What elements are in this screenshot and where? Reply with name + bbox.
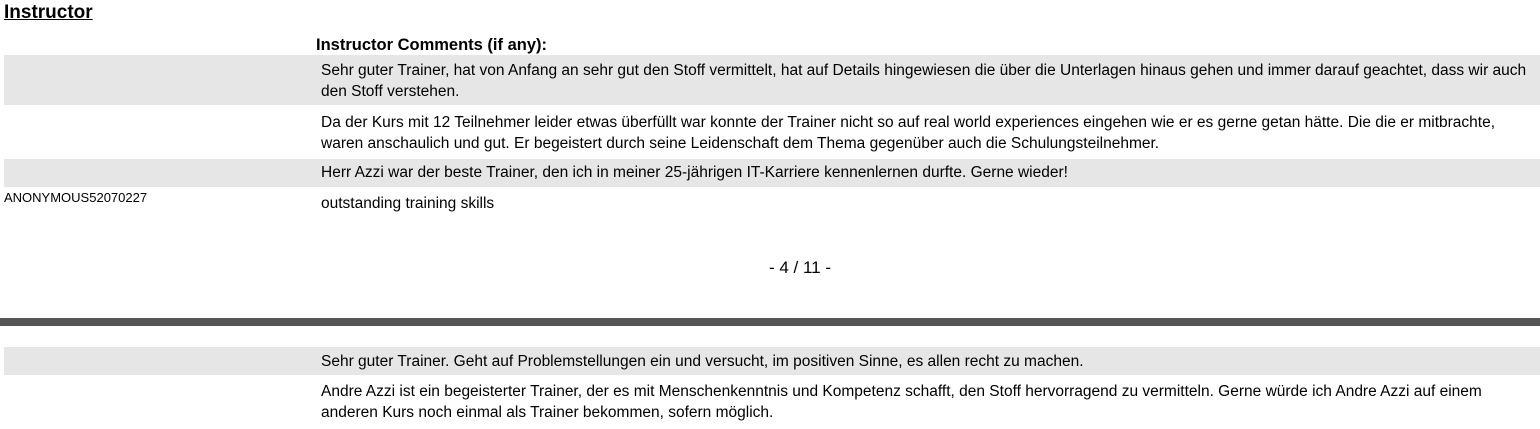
comment-text: Da der Kurs mit 12 Teilnehmer leider etwas überfüllt war konnte der Trainer nicht so auf real world experiences eingehen wie er es gerne getan hätte. Die die er mitbrachte, waren anschaulich und gut. Er begeistert durch seine Leidenschaft dem Thema gegenüber auch die Schulungsteilnehmer.	[321, 114, 1496, 152]
comment-row	[4, 347, 1540, 375]
comment-text: Herr Azzi war der beste Trainer, den ich in meiner 25-jährigen IT-Karriere kennenlernen durfte. Gerne wieder!	[321, 164, 1068, 181]
comment-row	[4, 378, 1540, 428]
comment-row	[4, 187, 1540, 217]
comment-text: Sehr guter Trainer. Geht auf Problemstellungen ein und versucht, im positiven Sinne, es allen recht zu machen.	[321, 353, 1084, 370]
comments-column-header: Instructor Comments (if any):	[316, 36, 548, 54]
comment-text: outstanding training skills	[321, 195, 495, 212]
comment-row	[4, 159, 1540, 187]
page-break-divider	[0, 318, 1540, 326]
respondent-id: ANONYMOUS52070227	[4, 190, 148, 205]
page-number: - 4 / 11 -	[768, 258, 832, 277]
section-title: Instructor	[4, 2, 93, 23]
comment-row	[4, 107, 1540, 157]
comment-text: Andre Azzi ist ein begeisterter Trainer, der es mit Menschenkenntnis und Kompetenz schafft, den Stoff hervorragend zu vermitteln. Gerne würde ich Andre Azzi auf einem anderen Kurs noch einmal als Trainer bekommen, sofern möglich.	[321, 383, 1482, 421]
comment-row	[4, 55, 1540, 105]
comment-text: Sehr guter Trainer, hat von Anfang an sehr gut den Stoff vermittelt, hat auf Details hingewiesen die über die Unterlagen hinaus gehen und immer darauf geachtet, dass wir auch den Stoff verstehen.	[321, 62, 1527, 100]
